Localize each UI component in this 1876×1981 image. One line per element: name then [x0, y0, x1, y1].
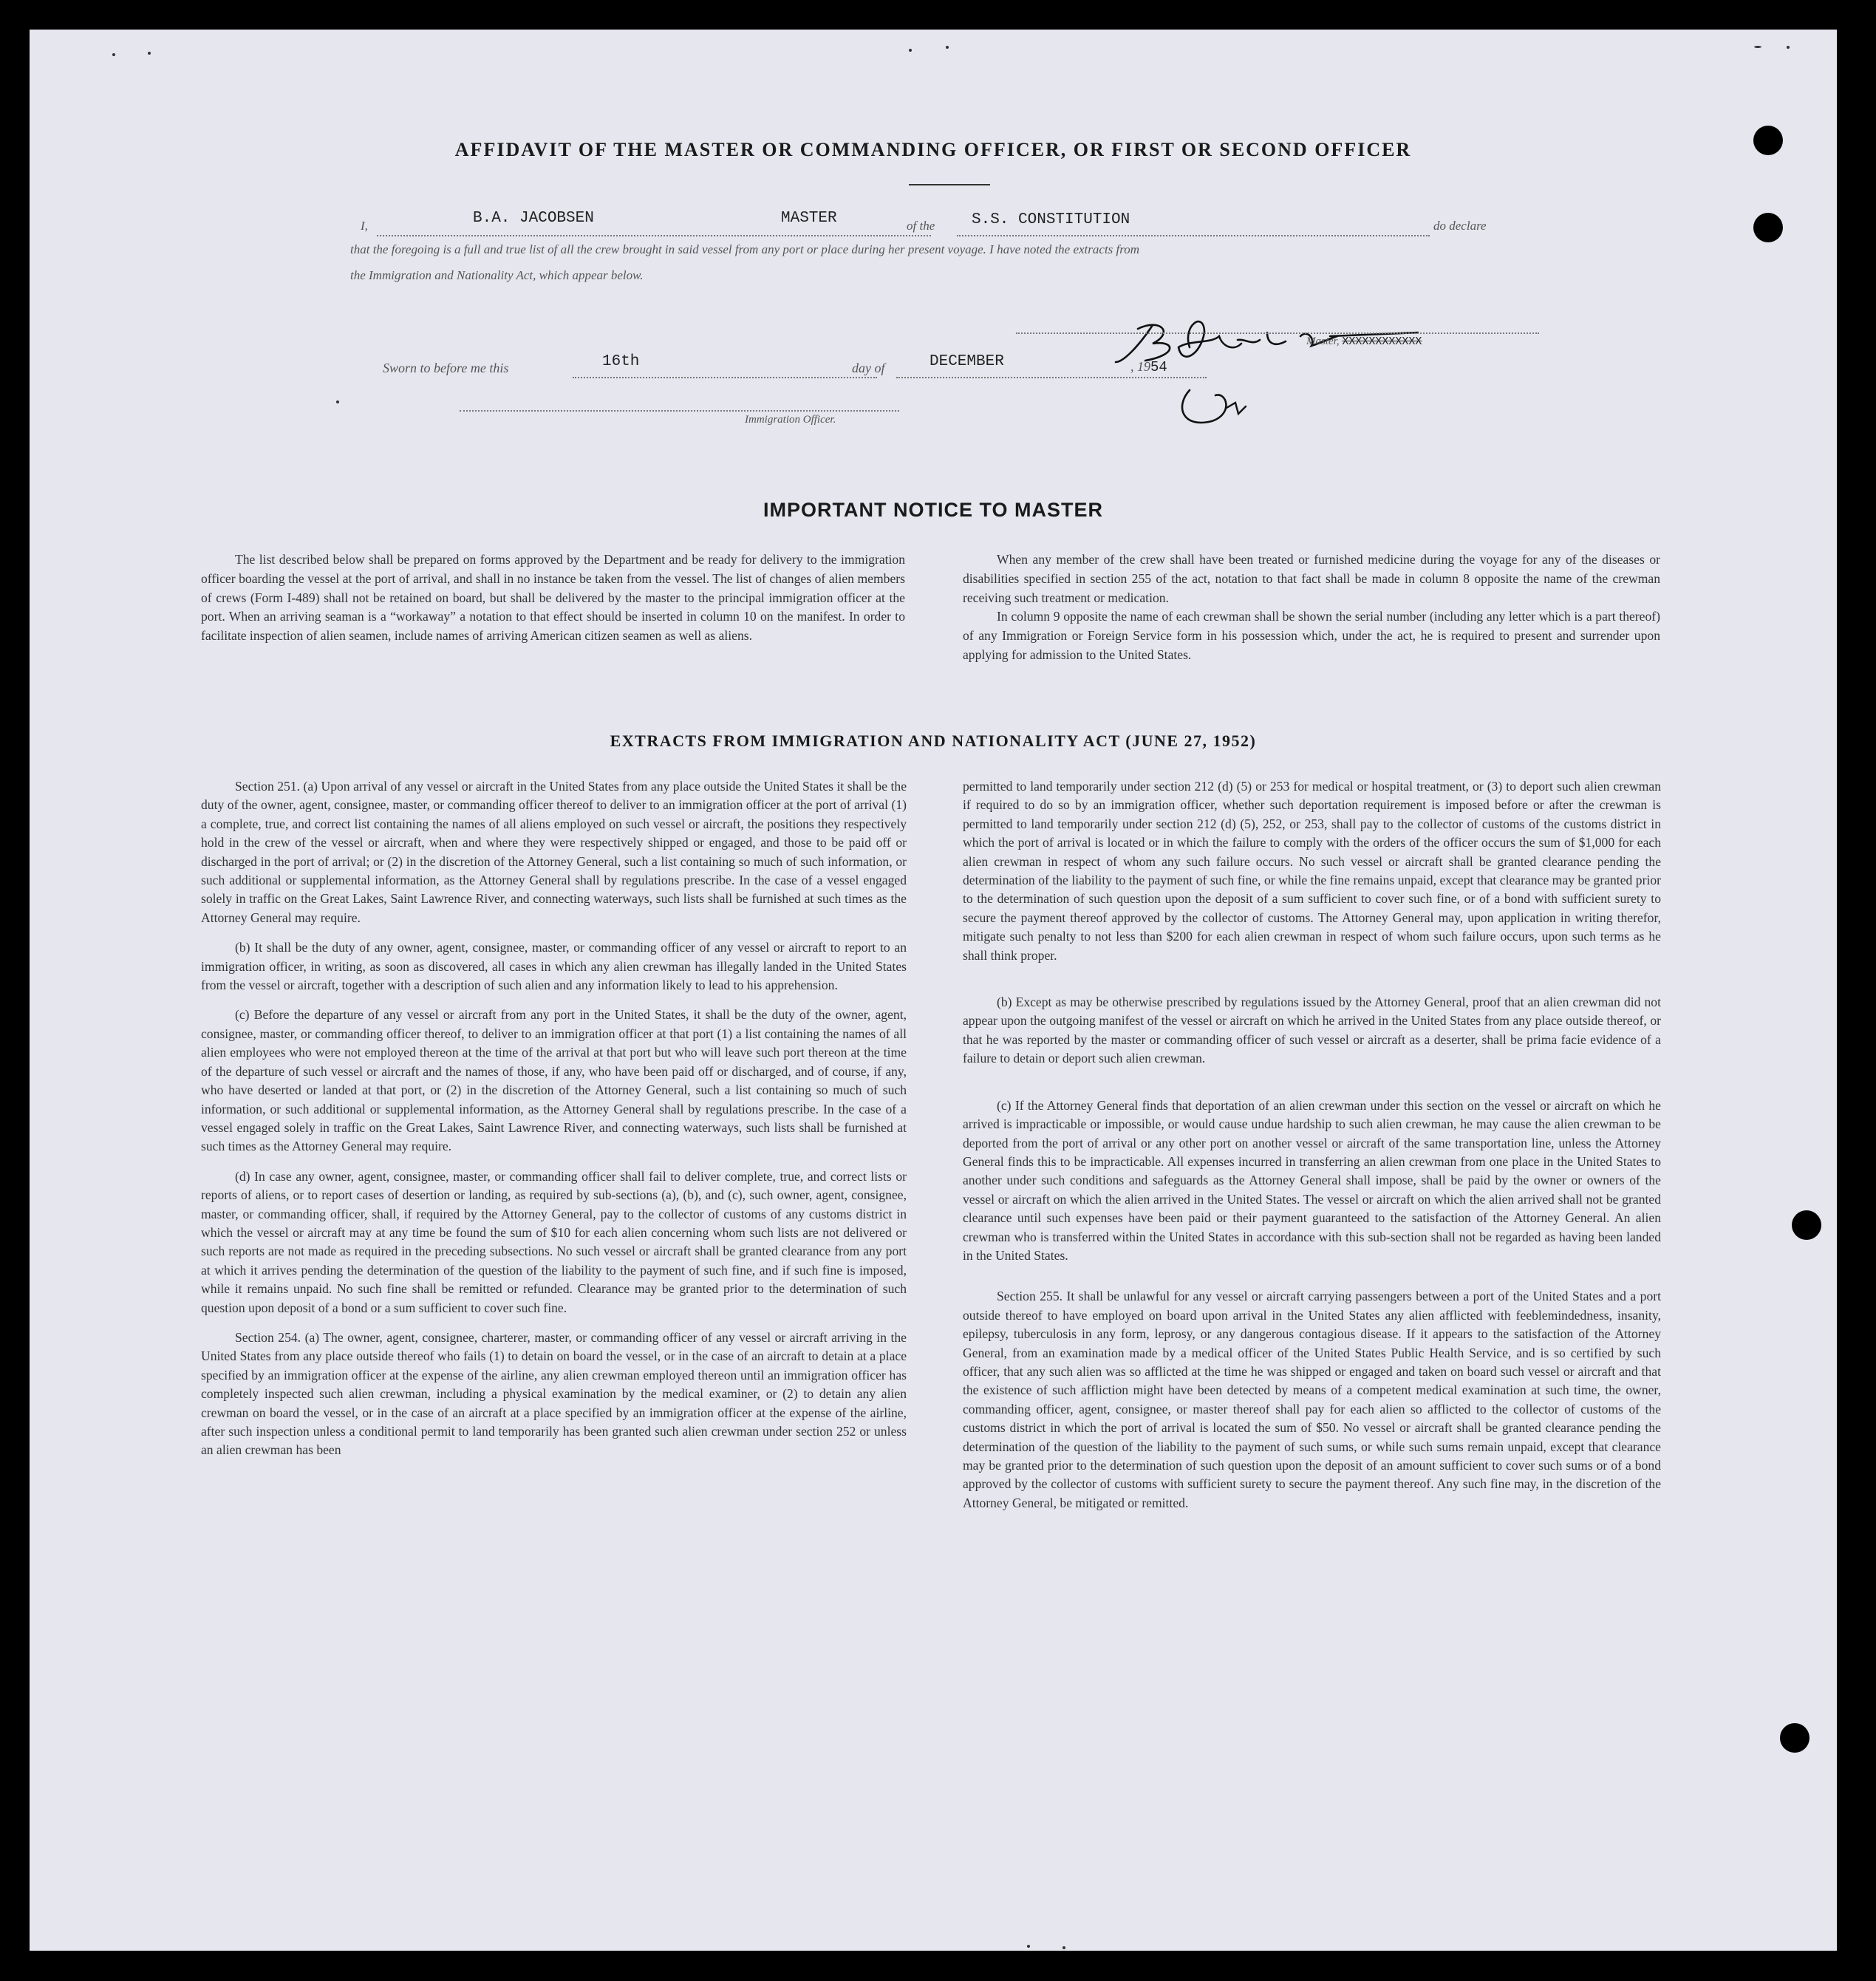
of-the-label: of the: [907, 219, 935, 233]
section-251-c: (c) Before the departure of any vessel or aircraft from any port in the United States, it shall be the duty of the owner, agent, consignee, master, or commanding officer thereof, to deliver to an immigration officer at that port (1) a list containing the names of all alien employees who were not employed thereon at the time of the arrival at that port but who will leave such port thereon at the time of the departure of such vessel or aircraft and the names of those, if any, who have been paid off or discharged, and of course, if any, who have deserted or landed at that port, or (2) in the discretion of the Attorney General, such a list containing so much of such information, or such additional or supplemental information, as the Attorney General shall by regulations prescribe. In the case of a vessel engaged solely in traffic on the Great Lakes, Saint Lawrence River, and connecting waterways, such lists shall be furnished at such times as the Attorney General may require.: [201, 1007, 907, 1154]
scan-speck: [1063, 1946, 1065, 1949]
declare-label: do declare: [1433, 219, 1487, 233]
affidavit-title: AFFIDAVIT OF THE MASTER OR COMMANDING OFFICER, OR FIRST OR SECOND OFFICER: [454, 139, 1412, 160]
master-name: B.A. JACOBSEN: [473, 210, 594, 227]
sworn-label: Sworn to before me this: [383, 361, 509, 375]
scan-speck: [336, 400, 339, 403]
extracts-title: EXTRACTS FROM IMMIGRATION AND NATIONALITY ACT (JUNE 27, 1952): [610, 732, 1257, 750]
notice-left-column: [201, 550, 905, 657]
punch-hole: [1780, 1723, 1810, 1753]
section-251-b: (b) It shall be the duty of any owner, agent, consignee, master, or commanding officer of any vessel or aircraft to report to an immigration officer, in writing, as soon as discovered, all cases in which any alien crewman has illegally landed in the United States from the vessel or aircraft, together with a description of such alien and any information likely to lead to his apprehension.: [201, 940, 907, 993]
punch-hole: [1792, 1210, 1821, 1240]
section-254-a: Section 254. (a) The owner, agent, consignee, charterer, master, or commanding officer of any vessel or aircraft arriving in the United States from any place outside thereof who fails (1) to detain on board the vessel, or in the case of an aircraft to detain at a place specified by an immigration officer at the expense of the airline, any alien crewman employed thereon until an immigration officer has completely inspected such alien crewman, including a physical examination by the medical examiner, or (2) to detain any alien crewman on board the vessel, or in the case of an aircraft at a place specified by an immigration officer at the expense of the airline, after such inspection unless a conditional permit to land temporarily has been granted such alien crewman under section 252 or unless an alien crewman has been: [201, 1329, 907, 1458]
notice-right-paragraph-2: In column 9 opposite the name of each crewman shall be shown the serial number (including any letter which is a part thereof) of any Immigration or Foreign Service form in his possession which, under the act, he is required to present and surrender upon applying for admission to the United States.: [963, 609, 1660, 662]
notice-left-paragraph: The list described below shall be prepared on forms approved by the Department and be ready for delivery to the immigration officer boarding the vessel at the port of arrival, and shall in no instance be taken from the vessel. The list of changes of alien members of crews (Form I-489) shall not be retained on board, but shall be delivered by the master to the principal immigration officer at the port. When an arriving seaman is a “workaway” a notation to that effect should be inserted in column 10 on the manifest. In order to facilitate inspection of alien seamen, include names of arriving American citizen seamen as well as aliens.: [201, 552, 905, 644]
signature-caption: Master, XXXXXXXXXXXX: [1306, 335, 1422, 348]
officer-line: [460, 410, 899, 412]
section-255: Section 255. It shall be unlawful for any vessel or aircraft carrying passengers between a port of the United States and a port outside thereof to have employed on board upon arrival in the United States any alien afflicted with feeblemindedness, insanity, epilepsy, tuberculosis in any form, leprosy, or any dangerous contagious disease. If it appears to the satisfaction of the Attorney General, from an examination made by a medical officer of the United States Public Health Service, and is so certified by such officer, that any such alien was so afflicted at the time he was shipped or engaged and taken on board such vessel or aircraft and that the existence of such affliction might have been detected by means of a competent medical examination at such time, the owner, commanding officer, agent, consignee, or master thereof shall pay for each alien so afflicted to the collector of customs of the customs district in which the port of arrival is located the sum of $50. No vessel or aircraft shall be granted clearance pending the determination of the question of the liability to the payment of such sums, or while such sums remain unpaid, except that clearance may be granted prior to the determination of such question upon the deposit of an amount sufficient to cover such sums or of a bond approved by the collector of customs with sufficient surety to secure the payment thereof. Any such fine may, in the discretion of the Attorney General, be mitigated or remitted.: [963, 1289, 1661, 1510]
day-of-label: day of: [852, 361, 885, 375]
scan-speck: [148, 52, 151, 55]
scan-speck: [1787, 46, 1790, 49]
section-251-d: (d) In case any owner, agent, consignee, master, or commanding officer shall fail to deliver complete, true, and correct lists or reports of aliens, or to report cases of desertion or landing, as required by sub-sections (a), (b), and (c), such owner, agent, consignee, master, or commanding officer, shall, if required by the Attorney General, pay to the collector of customs of any customs district in which the vessel or aircraft may at any time be found the sum of $10 for each alien concerning whom such lists are not delivered or such reports are not made as required in the preceding subsections. No such vessel or aircraft shall be granted clearance from any port at which it arrives pending the determination of the question of the liability to the payment of such fine, and if such fine is imposed, while it remains unpaid. No such fine shall be remitted or refunded. Clearance may be granted prior to the determination of such question upon deposit of a bond or a sum sufficient to cover such fine.: [201, 1168, 907, 1315]
notice-title: IMPORTANT NOTICE TO MASTER: [763, 499, 1103, 521]
signature-line: [1016, 333, 1539, 334]
officer-label: Immigration Officer.: [745, 414, 836, 426]
title-rule: [909, 184, 990, 185]
notice-right-paragraph-1: When any member of the crew shall have been treated or furnished medicine during the voyage for any of the diseases or disabilities specified in section 255 of the act, notation to that fact shall be made in column 8 opposite the name of the crewman receiving such treatment or medication.: [963, 552, 1660, 605]
section-251-a: Section 251. (a) Upon arrival of any vessel or aircraft in the United States from any place outside the United States it shall be the duty of the owner, agent, consignee, master, or commanding officer thereof to deliver to an immigration officer at the port of arrival (1) a complete, true, and correct list containing the names of all aliens employed on such vessel or aircraft, the positions they respectively hold in the crew of the vessel or aircraft, when and where they were respectively shipped or engaged, and those to be paid off or discharged in the port of arrival; or (2) in the discretion of the Attorney General, such a list containing so much of such information, or such additional or supplemental information, as the Attorney General shall by regulations prescribe. In the case of a vessel engaged solely in traffic on the Great Lakes, Saint Lawrence River, and connecting waterways, such lists shall be furnished at such times as the Attorney General may require.: [201, 779, 907, 925]
declaration-line-1: that the foregoing is a full and true list of all the crew brought in said vessel from any port or place during her present voyage. I have noted the extracts from: [350, 242, 1140, 256]
scan-speck: [112, 53, 115, 56]
section-254-a-continued: permitted to land temporarily under section 212 (d) (5) or 253 for medical or hospital treatment, or (3) to deport such alien crewman if required to do so by an immigration officer, whether such deportation requirement is imposed before or after the crewman is permitted to land temporarily under section 212 (d) (5), 252, or 253, shall pay to the collector of customs of the customs district in which the port of arrival is located or in which the failure to comply with the orders of the officer occurs the sum of $1,000 for each alien crewman in respect of whom any such failure occurs. No such vessel or aircraft shall be granted clearance pending the determination of the liability to the payment of such fine, or while the fine remains unpaid, except that clearance may be granted prior to the determination of such question upon the deposit of a sum sufficient to cover such fine, or of a bond with sufficient surety to secure the payment thereof approved by the collector of customs. The Attorney General may, upon application in writing therefor, mitigate such penalty to not less than $200 for each alien crewman in respect of whom such failure occurs, upon such terms as he shall think proper.: [963, 779, 1661, 963]
struck-title: XXXXXXXXXXXX: [1342, 335, 1422, 348]
sworn-month-line: [896, 377, 1207, 378]
master-rank: MASTER: [781, 210, 837, 227]
i-label: I,: [361, 219, 368, 233]
declaration-line-2: the Immigration and Nationality Act, which appear below.: [350, 268, 644, 282]
vessel-name: S.S. CONSTITUTION: [972, 211, 1130, 228]
punch-hole: [1753, 213, 1783, 242]
scan-speck: [946, 46, 949, 49]
year-field: , 1954: [1130, 359, 1167, 375]
sworn-day-line: [573, 377, 877, 378]
form-sheet: [30, 30, 1837, 1951]
scan-speck: [909, 49, 912, 52]
extracts-left-column: [201, 777, 907, 1471]
scan-speck: [1754, 46, 1761, 48]
sworn-month: DECEMBER: [930, 353, 1004, 370]
scan-speck: [1027, 1945, 1030, 1948]
section-254-c: (c) If the Attorney General finds that deportation of an alien crewman under this section on the vessel or aircraft on which he arrived is impracticable or impossible, or would cause undue hardship to such alien crewman, he may cause the alien crewman to be deported from the port of arrival or any other port on another vessel or aircraft of the same transportation line, unless the Attorney General finds this to be impracticable. All expenses incurred in transferring an alien crewman from one place in the United States to another under such conditions and safeguards as the Attorney General shall impose, shall be paid by the owner or owners of the vessel or aircraft on which the alien arrived in the United States. The vessel or aircraft on which the alien arrived shall not be granted clearance until such expenses have been paid or their payment guaranteed to the satisfaction of the Attorney General. An alien crewman who is transferred within the United States in accordance with this sub-section shall not be regarded as having been landed in the United States.: [963, 1097, 1661, 1263]
extracts-right-column: [963, 777, 1661, 1524]
sworn-day: 16th: [602, 353, 640, 370]
section-254-b: (b) Except as may be otherwise prescribed by regulations issued by the Attorney General, proof that an alien crewman did not appear upon the outgoing manifest of the vessel or aircraft on which he arrived in the United States from any place outside thereof, or that he was reported by the master or commanding officer of such vessel or aircraft as a deserter, shall be prima facie evidence of a failure to detain or deport such alien crewman.: [963, 995, 1661, 1066]
notice-right-column: [963, 550, 1660, 676]
